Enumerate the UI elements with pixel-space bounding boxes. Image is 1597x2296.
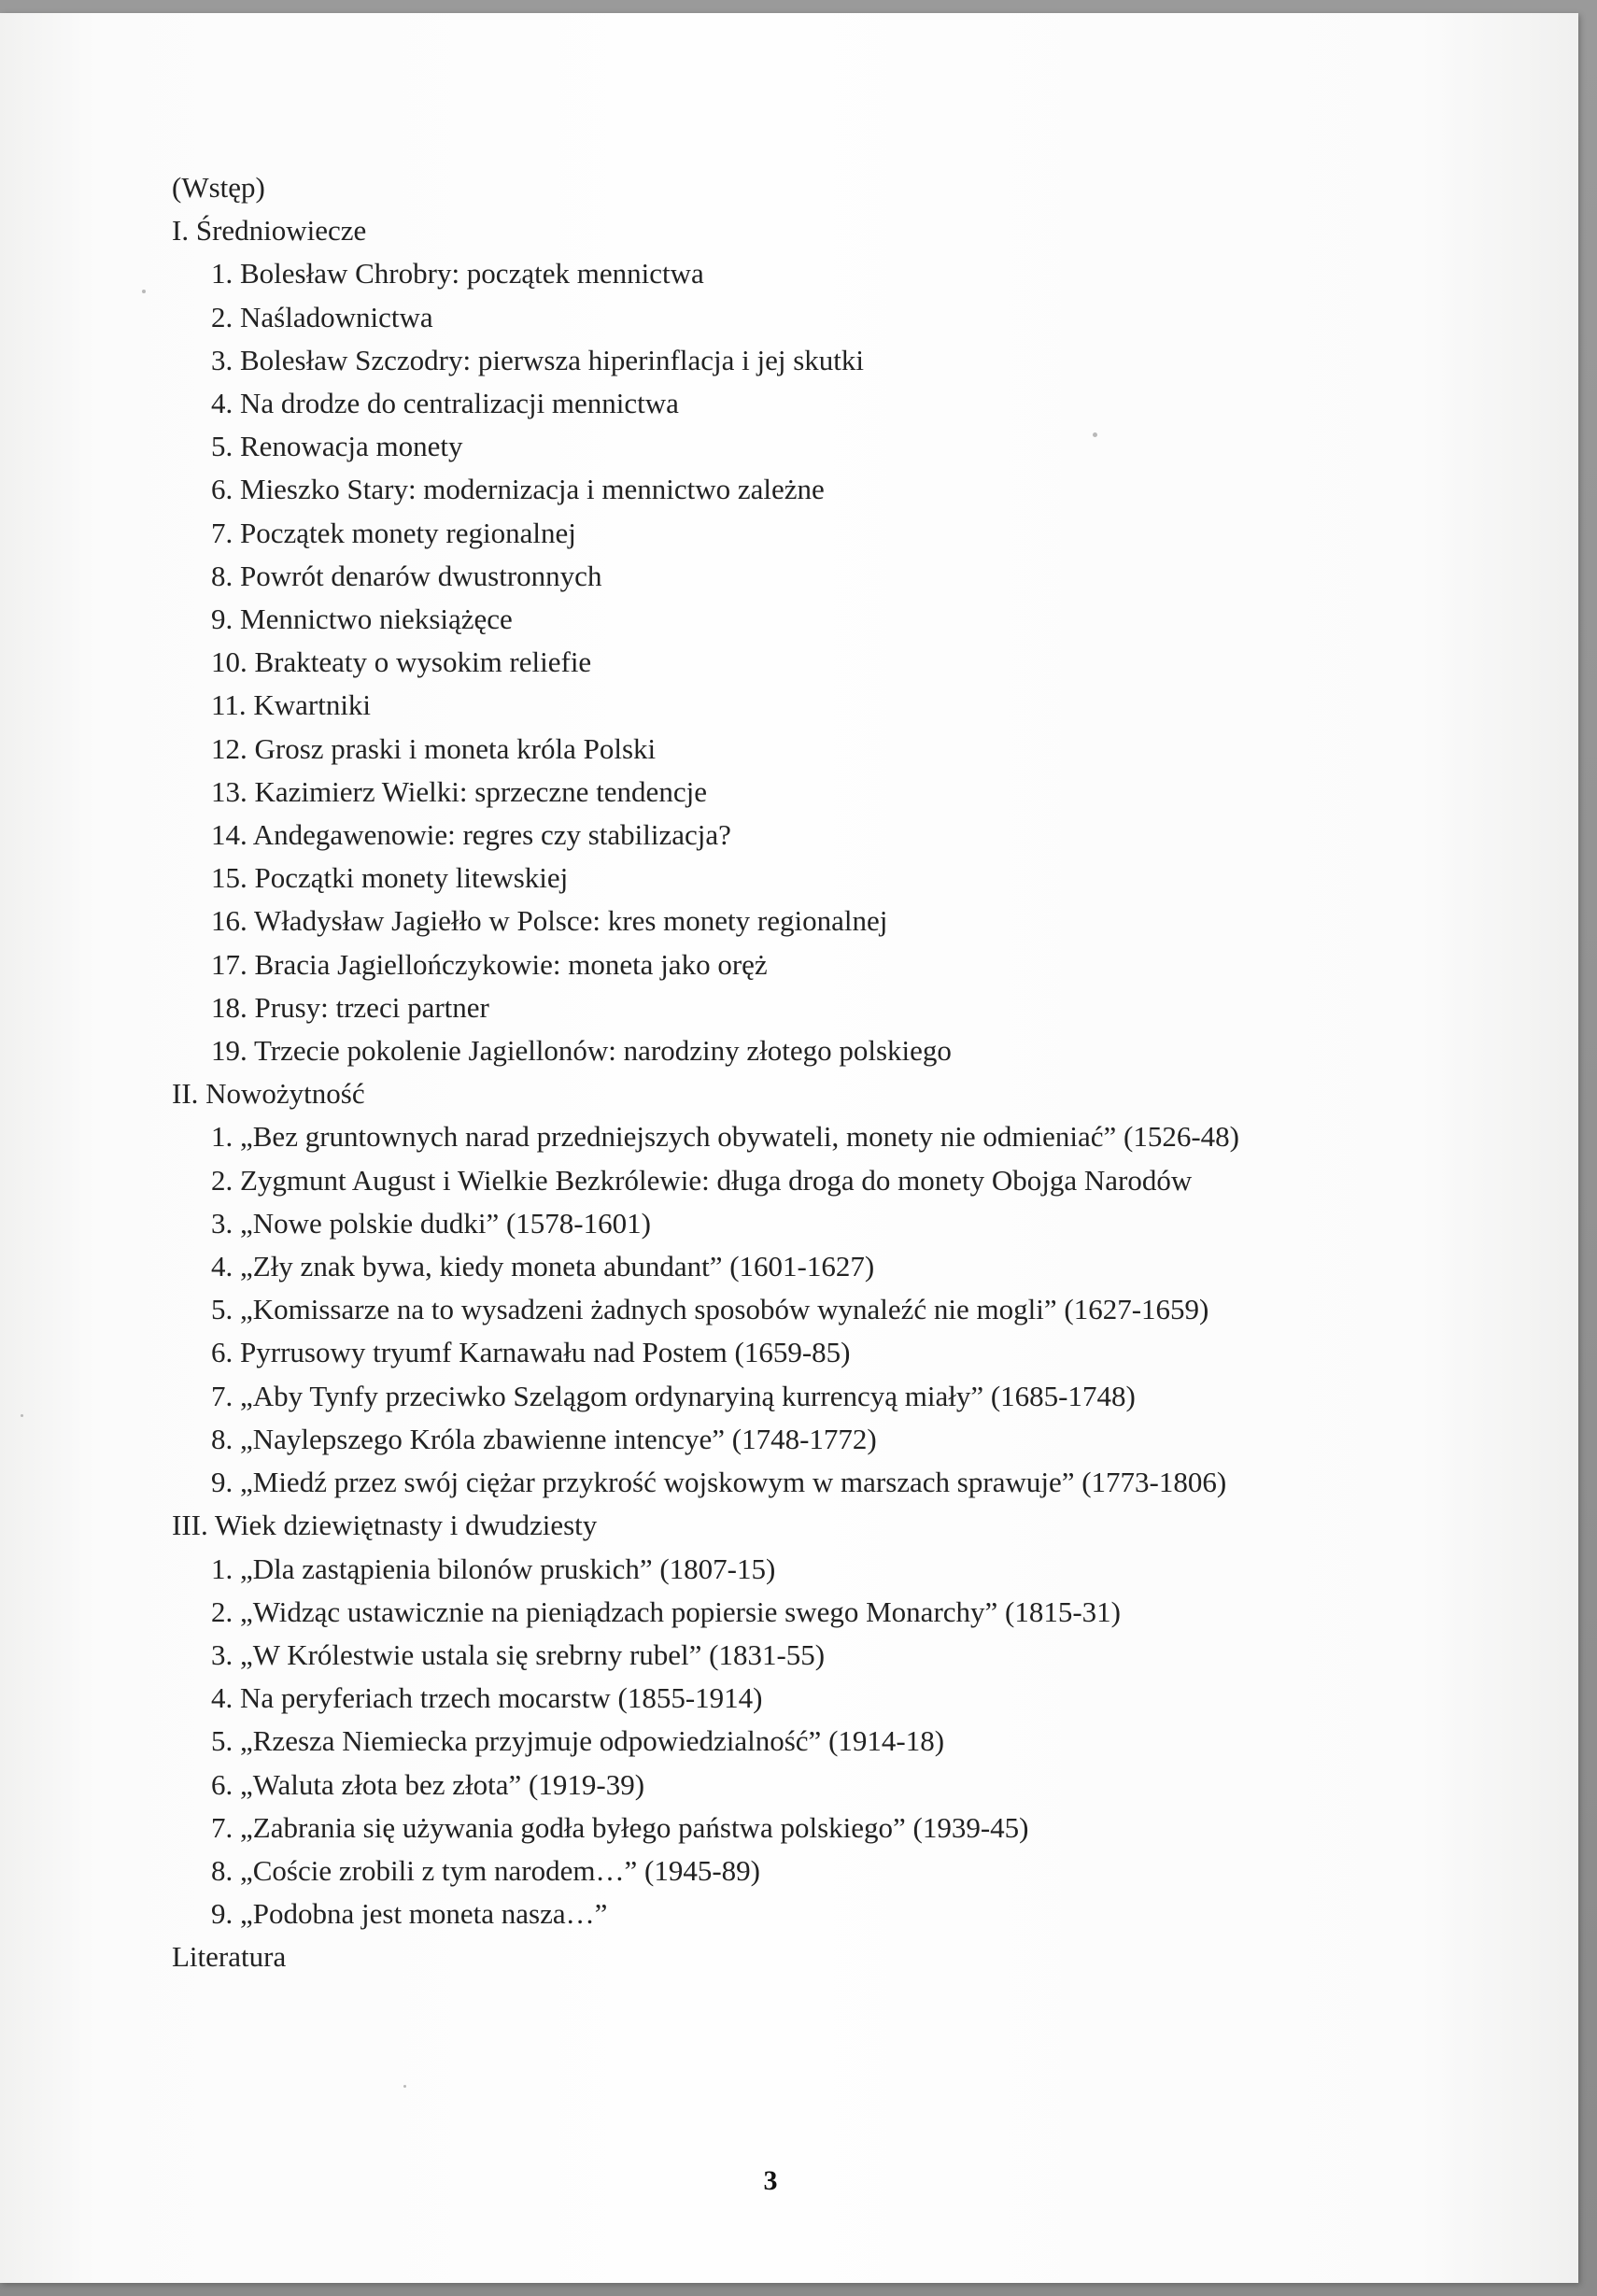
toc-chapter-entry: 16. Władysław Jagiełło w Polsce: kres monety regionalnej [211, 904, 888, 938]
toc-chapter-entry: 8. „Naylepszego Króla zbawienne intencye” (1748-1772) [211, 1422, 877, 1455]
toc-chapter-entry: 13. Kazimierz Wielki: sprzeczne tendencje [211, 774, 707, 808]
toc-chapter-entry: 6. Mieszko Stary: modernizacja i mennictwo zależne [211, 473, 825, 506]
paper-speck [1093, 432, 1097, 437]
toc-chapter-entry: 3. Bolesław Szczodry: pierwsza hiperinflacja i jej skutki [211, 343, 865, 376]
toc-chapter-entry: 3. „Nowe polskie dudki” (1578-1601) [211, 1206, 651, 1240]
toc-chapter-entry: 10. Brakteaty o wysokim reliefie [211, 645, 592, 679]
paper-speck [403, 2085, 406, 2088]
toc-chapter-entry: 1. „Dla zastąpienia bilonów pruskich” (1807-15) [211, 1552, 776, 1585]
toc-section-entry: II. Nowożytność [172, 1077, 365, 1111]
toc-chapter-entry: 17. Bracia Jagiellończykowie: moneta jako oręż [211, 947, 768, 981]
toc-chapter-entry: 2. „Widząc ustawicznie na pieniądzach popiersie swego Monarchy” (1815-31) [211, 1594, 1122, 1628]
document-page [0, 13, 1578, 2283]
toc-chapter-entry: 3. „W Królestwie ustala się srebrny rubel” (1831-55) [211, 1637, 826, 1671]
toc-chapter-entry: 19. Trzecie pokolenie Jagiellonów: narodziny złotego polskiego [211, 1034, 952, 1068]
toc-chapter-entry: 7. „Zabrania się używania godła byłego państwa polskiego” (1939-45) [211, 1810, 1029, 1844]
toc-chapter-entry: 9. „Miedź przez swój ciężar przykrość wojskowym w marszach sprawuje” (1773-1806) [211, 1466, 1227, 1499]
toc-chapter-entry: 2. Naśladownictwa [211, 300, 433, 333]
toc-chapter-entry: 11. Kwartniki [211, 688, 372, 722]
toc-chapter-entry: 1. „Bez gruntownych narad przedniejszych obywateli, monety nie odmieniać” (1526-48) [211, 1120, 1239, 1154]
toc-chapter-entry: 5. Renowacja monety [211, 430, 463, 463]
page-number: 3 [763, 2165, 778, 2196]
toc-chapter-entry: 18. Prusy: trzeci partner [211, 990, 489, 1024]
paper-speck [21, 1414, 23, 1417]
toc-chapter-entry: 5. „Rzesza Niemiecka przyjmuje odpowiedzialność” (1914-18) [211, 1724, 945, 1758]
toc-chapter-entry: 5. „Komissarze na to wysadzeni żadnych sposobów wynaleźć nie mogli” (1627-1659) [211, 1293, 1209, 1326]
toc-chapter-entry: 7. Początek monety regionalnej [211, 516, 576, 549]
toc-chapter-entry: 14. Andegawenowie: regres czy stabilizacja? [211, 818, 731, 852]
toc-chapter-entry: 2. Zygmunt August i Wielkie Bezkrólewie: długa droga do monety Obojga Narodów [211, 1163, 1193, 1197]
toc-section-entry: Literatura [172, 1940, 287, 1974]
table-of-contents [172, 166, 1423, 1979]
toc-chapter-entry: 12. Grosz praski i moneta króla Polski [211, 731, 657, 765]
toc-chapter-entry: 8. „Coście zrobili z tym narodem…” (1945-89) [211, 1853, 760, 1887]
toc-section-entry: III. Wiek dziewiętnasty i dwudziesty [172, 1509, 598, 1542]
toc-chapter-entry: 9. „Podobna jest moneta nasza…” [211, 1897, 608, 1931]
toc-chapter-entry: 6. Pyrrusowy tryumf Karnawału nad Postem (1659-85) [211, 1336, 851, 1369]
toc-section-entry: I. Średniowiecze [172, 214, 367, 248]
toc-chapter-entry: 1. Bolesław Chrobry: początek mennictwa [211, 257, 704, 291]
toc-chapter-entry: 7. „Aby Tynfy przeciwko Szelągom ordynaryiną kurrencyą miały” (1685-1748) [211, 1379, 1136, 1412]
toc-chapter-entry: 9. Mennictwo nieksiążęce [211, 602, 513, 636]
toc-chapter-entry: 4. Na peryferiach trzech mocarstw (1855-1914) [211, 1681, 763, 1715]
paper-speck [142, 290, 146, 293]
toc-chapter-entry: 8. Powrót denarów dwustronnych [211, 559, 602, 592]
toc-chapter-entry: 6. „Waluta złota bez złota” (1919-39) [211, 1767, 645, 1801]
toc-chapter-entry: 4. Na drodze do centralizacji mennictwa [211, 387, 679, 420]
toc-chapter-entry: 4. „Zły znak bywa, kiedy moneta abundant” (1601-1627) [211, 1250, 875, 1283]
toc-section-entry: (Wstęp) [172, 171, 265, 204]
toc-chapter-entry: 15. Początki monety litewskiej [211, 861, 569, 895]
